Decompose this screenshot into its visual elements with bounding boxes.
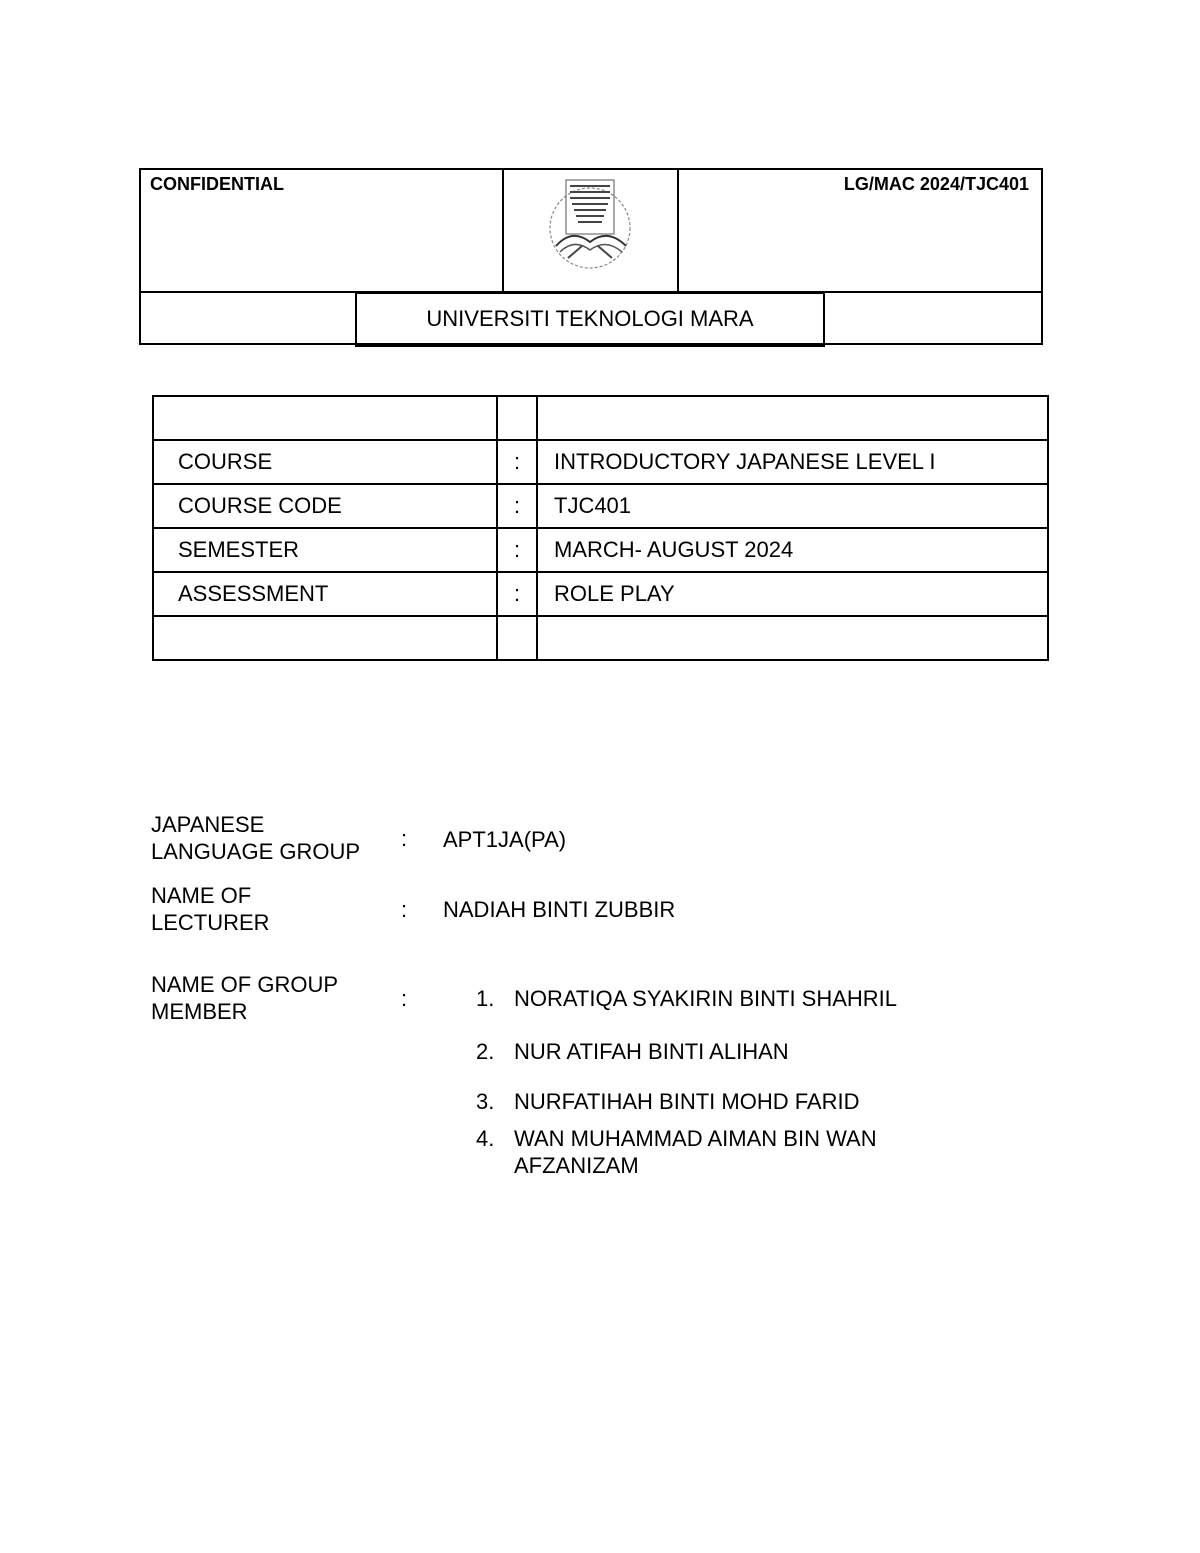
colon: : xyxy=(497,440,537,484)
colon: : xyxy=(401,986,408,1011)
table-row-empty-bottom xyxy=(153,616,1048,660)
lecturer-label: NAME OF LECTURER xyxy=(151,883,270,935)
document-header xyxy=(139,168,1043,345)
group-label: JAPANESE LANGUAGE GROUP xyxy=(151,812,361,864)
list-item: 2. NUR ATIFAH BINTI ALIHAN xyxy=(476,1039,789,1064)
table-row xyxy=(153,572,1048,616)
course-info-table xyxy=(152,395,1049,661)
assessment-label: ASSESSMENT xyxy=(153,572,497,616)
members-label: NAME OF GROUP MEMBER xyxy=(151,972,339,1024)
table-row xyxy=(153,528,1048,572)
semester-label: SEMESTER xyxy=(153,528,497,572)
course-label: COURSE xyxy=(153,440,497,484)
semester-value: MARCH- AUGUST 2024 xyxy=(537,528,1048,572)
course-code-value: TJC401 xyxy=(537,484,1048,528)
colon: : xyxy=(497,484,537,528)
table-row xyxy=(153,484,1048,528)
colon: : xyxy=(401,897,408,922)
colon: : xyxy=(401,826,408,851)
university-name: UNIVERSITI TEKNOLOGI MARA xyxy=(355,292,825,347)
assessment-value: ROLE PLAY xyxy=(537,572,1048,616)
colon: : xyxy=(497,572,537,616)
group-value: APT1JA(PA) xyxy=(443,827,567,852)
colon: : xyxy=(497,528,537,572)
table-row xyxy=(153,440,1048,484)
course-code-label: COURSE CODE xyxy=(153,484,497,528)
member-list xyxy=(476,985,934,1179)
course-value: INTRODUCTORY JAPANESE LEVEL I xyxy=(537,440,1048,484)
list-item: 1. NORATIQA SYAKIRIN BINTI SHAHRIL xyxy=(476,986,898,1011)
confidential-label: CONFIDENTIAL xyxy=(150,174,284,194)
list-item: 3. NURFATIHAH BINTI MOHD FARID xyxy=(476,1089,860,1114)
table-row-empty-top xyxy=(153,396,1048,440)
uitm-crest-icon xyxy=(546,172,636,276)
lecturer-value: NADIAH BINTI ZUBBIR xyxy=(443,897,676,922)
reference-code: LG/MAC 2024/TJC401 xyxy=(843,174,1029,194)
list-item: 4. WAN MUHAMMAD AIMAN BIN WAN AFZANIZAM xyxy=(476,1126,877,1178)
